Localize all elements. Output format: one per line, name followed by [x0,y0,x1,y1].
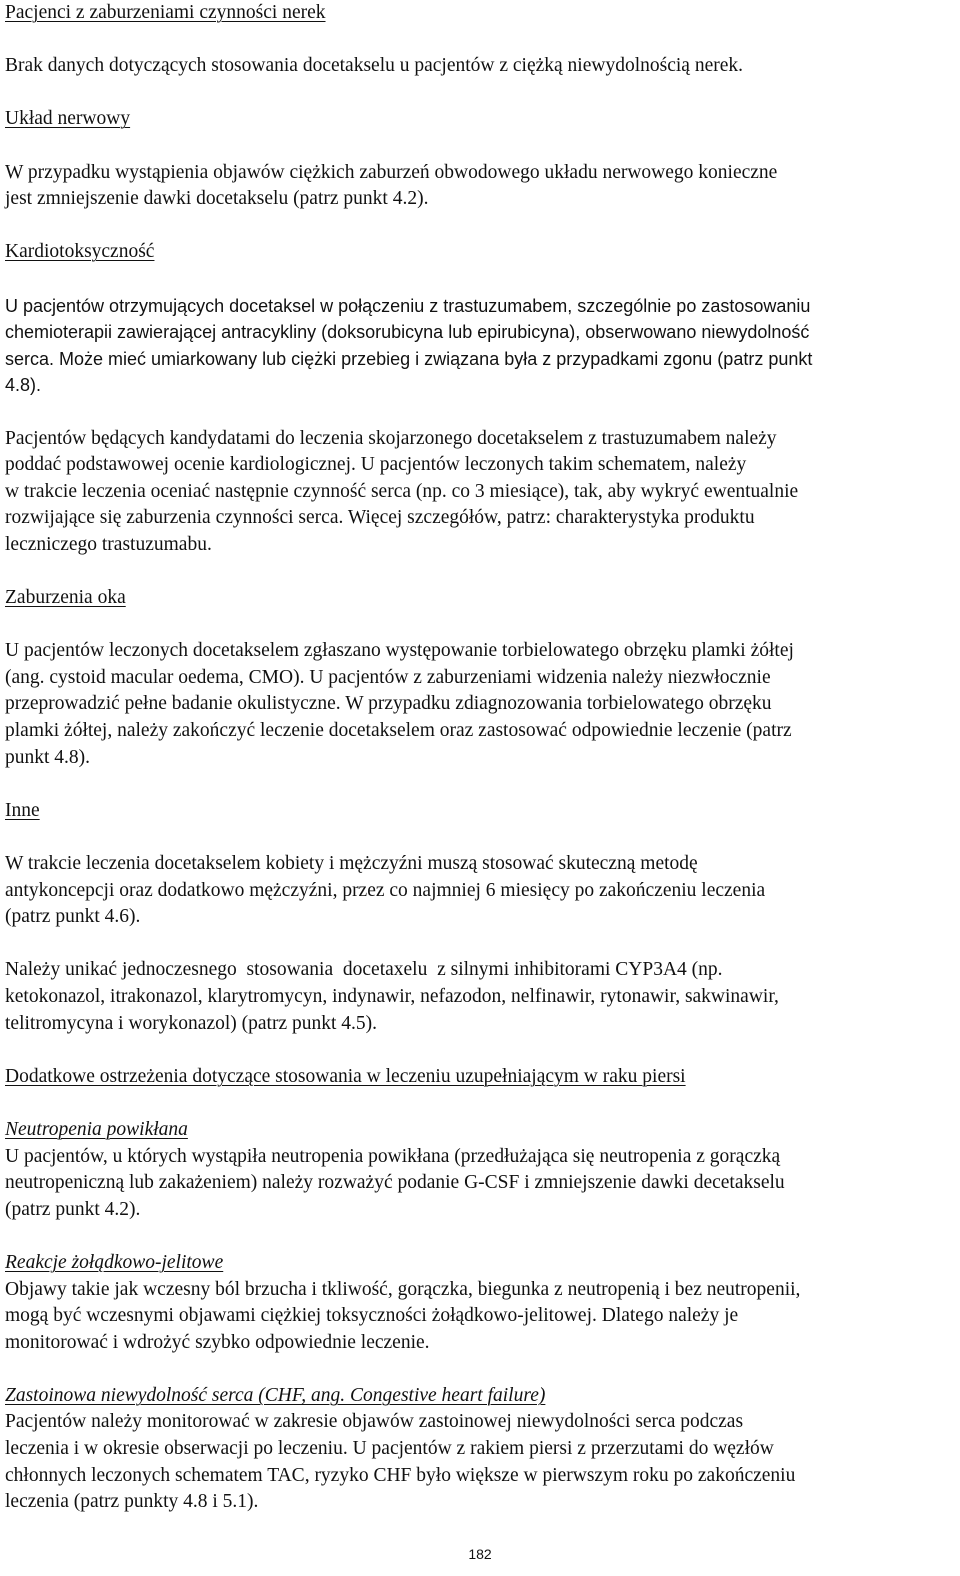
section-heading-eye-disorders: Zaburzenia oka [5,587,126,609]
paragraph-line: W trakcie leczenia docetakselem kobiety i mężczyźni muszą stosować skuteczną metodę [5,853,698,874]
section-heading-renal: Pacjenci z zaburzeniami czynności nerek [5,2,326,23]
paragraph-line: mogą być wczesnymi objawami ciężkiej toksyczności żołądkowo-jelitowej. Dlatego należy je [5,1305,739,1327]
paragraph-line: (patrz punkt 4.6). [5,906,141,928]
paragraph-line: plamki żółtej, należy zakończyć leczenie docetakselem oraz zastosować odpowiednie leczenie (patrz [5,720,792,742]
paragraph-line: monitorować i wdrożyć szybko odpowiednie leczenie. [5,1331,430,1353]
page-number: 182 [468,1546,492,1562]
paragraph-line: Pacjentów będących kandydatami do leczenia skojarzonego docetakselem z trastuzumabem należy [5,427,777,449]
paragraph-line: U pacjentów otrzymujących docetaksel w połączeniu z trastuzumabem, szczególnie po zastosowaniu [5,295,811,316]
paragraph-line: Należy unikać jednoczesnego stosowania docetaxelu z silnymi inhibitorami CYP3A4 (np. [5,959,723,981]
paragraph-line: antykoncepcji oraz dodatkowo mężczyźni, przez co najmniej 6 miesięcy po zakończeniu leczenia [5,879,766,901]
paragraph-line: jest zmniejszenie dawki docetakselu (patrz punkt 4.2). [5,188,429,210]
paragraph-line: chemioterapii zawierającej antracykliny (doksorubicyna lub epirubicyna), obserwowano niewydolność [5,322,810,343]
paragraph-line: leczenia i w okresie obserwacji po leczeniu. U pacjentów z rakiem piersi z przerzutami do węzłów [5,1438,774,1460]
subsection-heading-neutropenia: Neutropenia powikłana [5,1118,188,1140]
section-heading-adjuvant-warnings: Dodatkowe ostrzeżenia dotyczące stosowania w leczeniu uzupełniającym w raku piersi [5,1065,686,1087]
paragraph-line: telitromycyna i worykonazol) (patrz punkt 4.5). [5,1012,378,1034]
section-heading-nervous-system: Układ nerwowy [5,108,131,130]
paragraph-line: Objawy takie jak wczesny ból brzucha i tkliwość, gorączka, biegunka z neutropenią i bez neutropenii, [5,1278,801,1300]
paragraph-line: chłonnych leczonych schematem TAC, ryzyko CHF było większe w pierwszym roku po zakończeniu [5,1464,796,1486]
paragraph-line: serca. Może mieć umiarkowany lub ciężki przebieg i związana była z przypadkami zgonu (patrz punkt [5,348,813,369]
paragraph-line: 4.8). [5,375,42,396]
paragraph-line: Brak danych dotyczących stosowania docetakselu u pacjentów z ciężką niewydolnością nerek. [5,55,744,77]
paragraph-line: przeprowadzić pełne badanie okulistyczne. W przypadku zdiagnozowania torbielowatego obrzęku [5,693,772,715]
paragraph-line: rozwijające się zaburzenia czynności serca. Więcej szczegółów, patrz: charakterystyka produktu [5,507,755,529]
paragraph-line: poddać podstawowej ocenie kardiologicznej. U pacjentów leczonych takim schematem, należy [5,454,747,476]
subsection-heading-gi-reactions: Reakcje żołądkowo-jelitowe [5,1251,224,1273]
paragraph-line: Pacjentów należy monitorować w zakresie objawów zastoinowej niewydolności serca podczas [5,1411,744,1433]
paragraph-line: U pacjentów, u których wystąpiła neutropenia powikłana (przedłużająca się neutropenia z gorączką [5,1145,781,1167]
paragraph-line: leczniczego trastuzumabu. [5,533,212,555]
document-page [5,0,955,1516]
section-heading-other: Inne [5,799,40,821]
paragraph-line: neutropeniczną lub zakażeniem) należy rozważyć podanie G-CSF i zmniejszenie dawki decetakselu [5,1172,785,1194]
paragraph-line: W przypadku wystąpienia objawów ciężkich zaburzeń obwodowego układu nerwowego konieczne [5,161,778,183]
paragraph-line: ketokonazol, itrakonazol, klarytromycyn, indynawir, nefazodon, nelfinawir, rytonawir, sakwinawir, [5,985,779,1007]
paragraph-line: U pacjentów leczonych docetakselem zgłaszano występowanie torbielowatego obrzęku plamki żółtej [5,640,794,662]
subsection-heading-chf: Zastoinowa niewydolność serca (CHF, ang. Congestive heart failure) [5,1384,546,1406]
section-heading-cardiotoxicity: Kardiotoksyczność [5,241,155,263]
paragraph-line: punkt 4.8). [5,746,91,768]
paragraph-line: (ang. cystoid macular oedema, CMO). U pacjentów z zaburzeniami widzenia należy niezwłocznie [5,666,771,688]
paragraph-line: w trakcie leczenia oceniać następnie czynność serca (np. co 3 miesiące), tak, aby wykryć ewentualnie [5,480,799,502]
paragraph-line: leczenia (patrz punkty 4.8 i 5.1). [5,1491,259,1513]
paragraph-line: (patrz punkt 4.2). [5,1198,141,1220]
